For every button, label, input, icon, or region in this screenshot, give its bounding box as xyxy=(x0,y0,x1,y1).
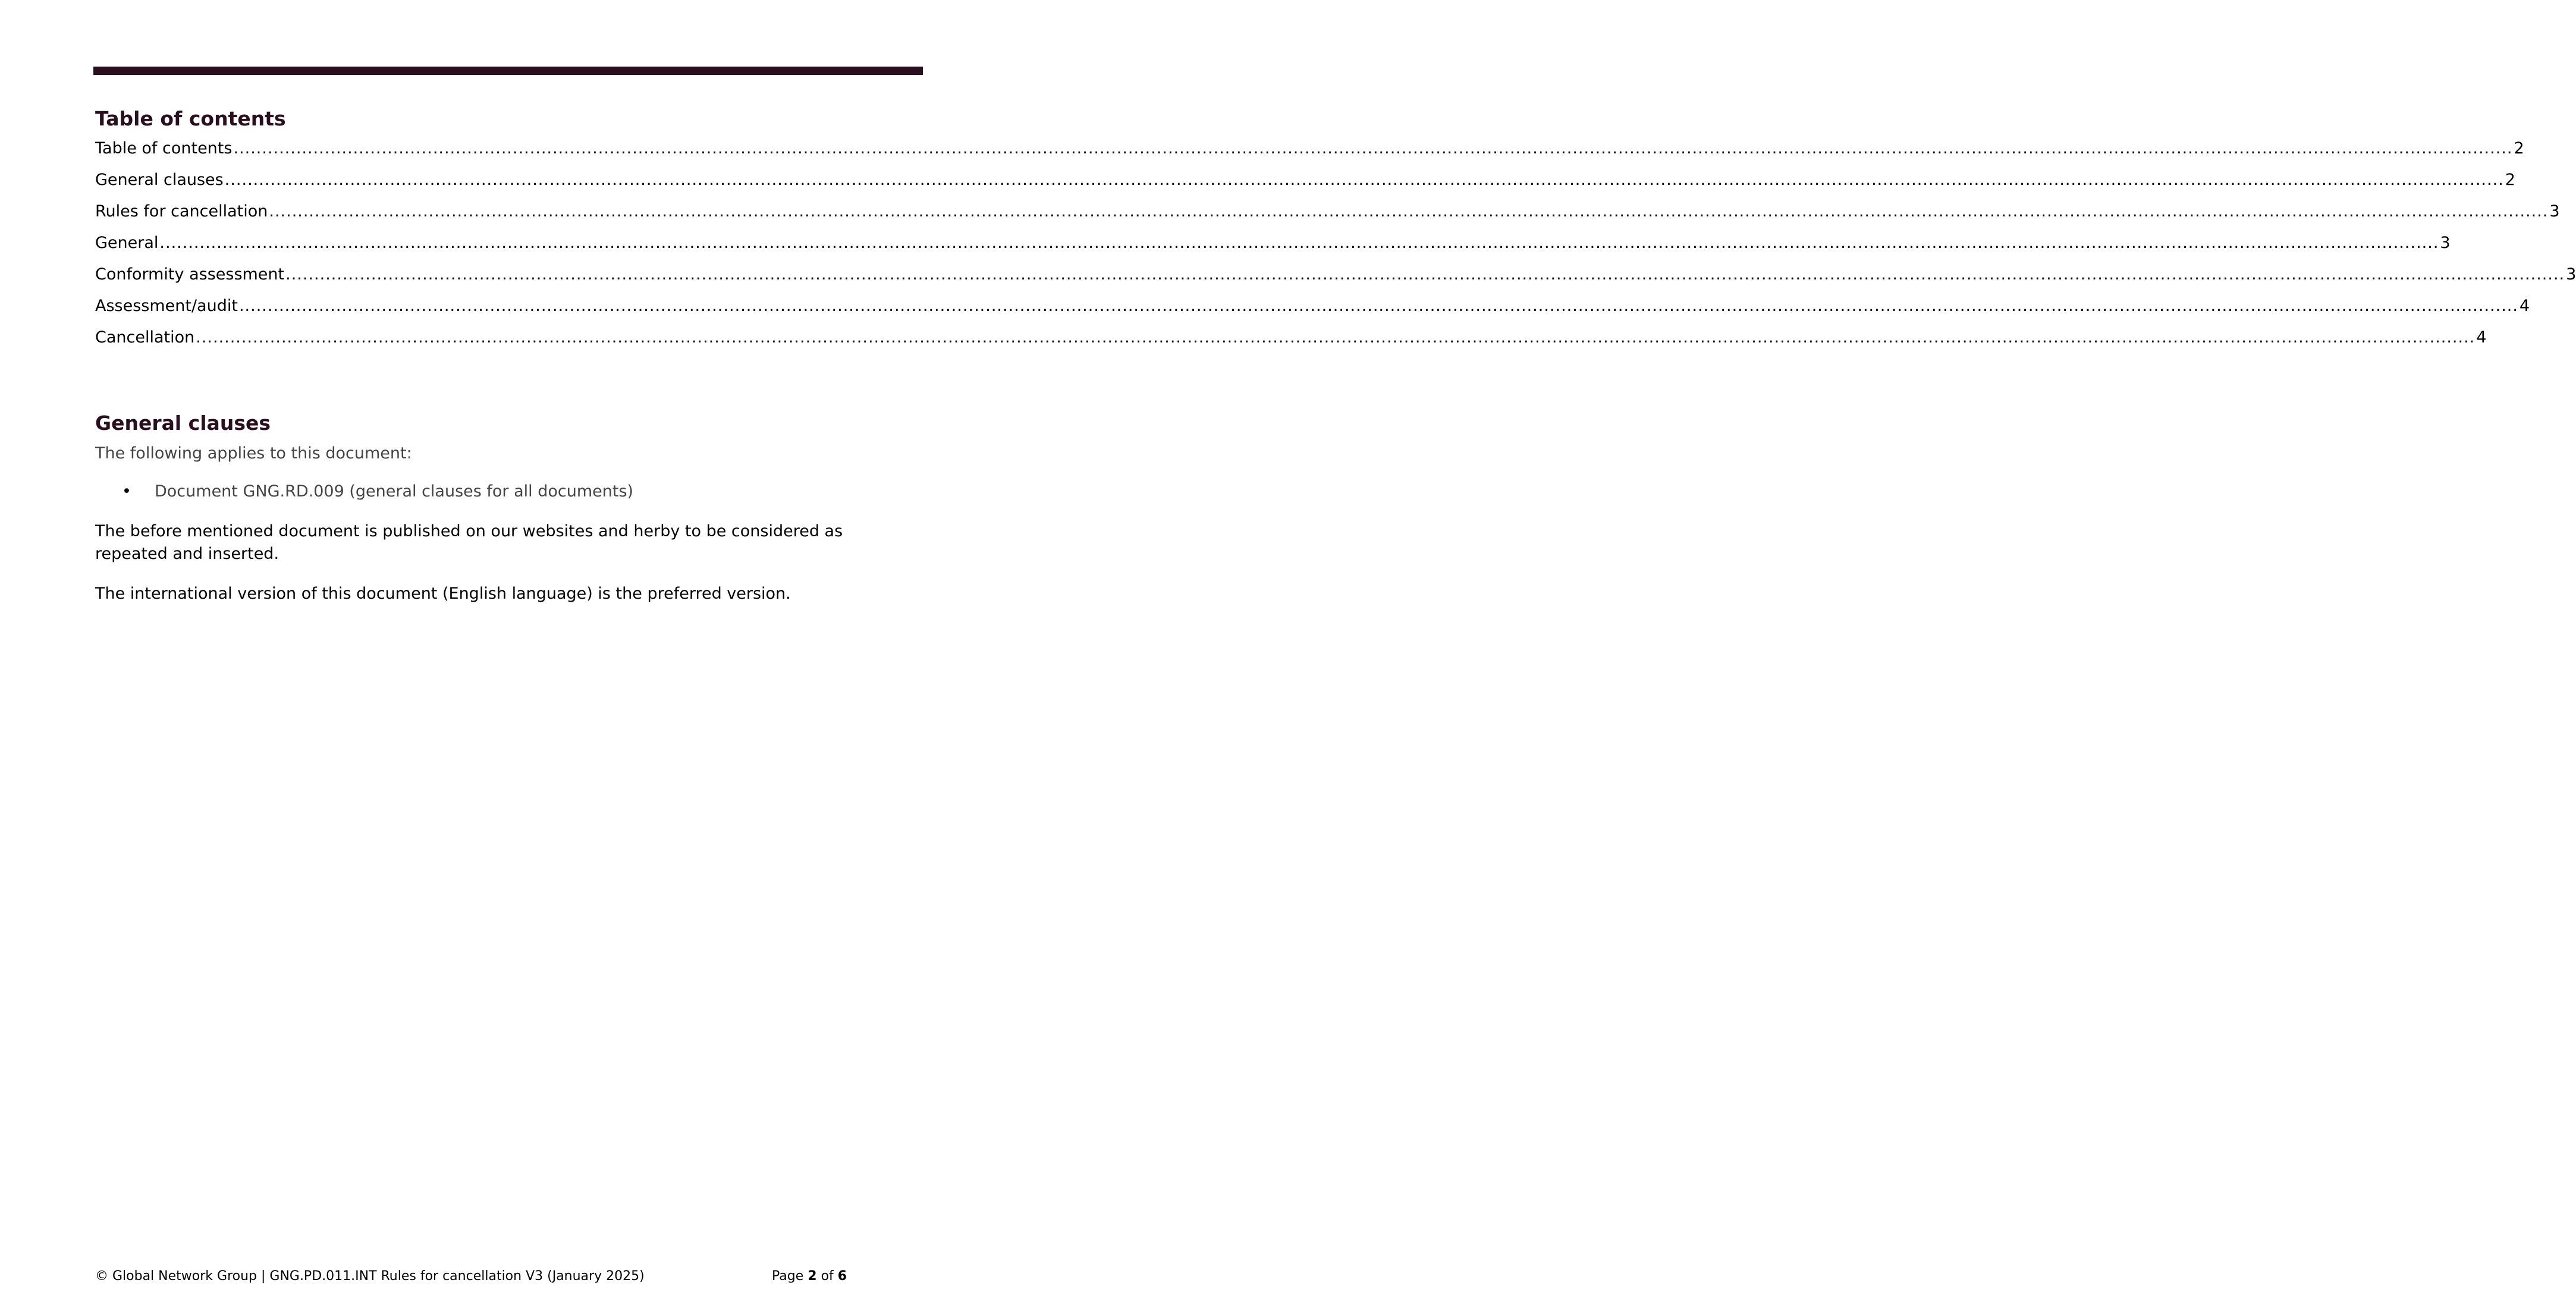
bullet-list xyxy=(95,480,919,503)
general-clauses-section xyxy=(95,410,919,605)
page-of-label: of xyxy=(821,1269,834,1284)
toc-entry-label: Table of contents xyxy=(95,139,233,158)
page-label: Page xyxy=(772,1269,804,1284)
toc-entry[interactable] xyxy=(95,200,2560,231)
list-item-text: Document GNG.RD.009 (general clauses for all documents) xyxy=(155,482,634,501)
general-clauses-heading: General clauses xyxy=(95,411,271,435)
toc-leader-dots: ................................................................................................................................................................................................................................................................................................................................................................................................................ xyxy=(238,297,2518,315)
toc-entry-label: General xyxy=(95,234,159,252)
paragraph-published: The before mentioned document is published on our websites and herby to be considered as repeated and inserted. xyxy=(95,522,843,563)
toc-entry-label: Assessment/audit xyxy=(95,297,238,315)
general-clauses-intro: The following applies to this document: xyxy=(95,444,412,463)
toc-entry-page: 3 xyxy=(2549,202,2560,221)
page-content xyxy=(95,106,2576,605)
footer-page-number xyxy=(772,1268,847,1285)
toc-entry[interactable] xyxy=(95,326,2487,357)
toc-entry-label: Cancellation xyxy=(95,328,195,347)
toc-entry[interactable] xyxy=(95,294,2530,326)
toc-entry[interactable] xyxy=(95,263,2576,294)
toc-entry-page: 4 xyxy=(2519,297,2530,315)
paragraph-international-version: The international version of this document (English language) is the preferred version. xyxy=(95,584,791,603)
bullet-icon: • xyxy=(122,482,131,501)
toc-leader-dots: ................................................................................................................................................................................................................................................................................................................................................................................................................ xyxy=(159,234,2439,252)
toc-heading: Table of contents xyxy=(95,107,286,130)
toc-entry[interactable] xyxy=(95,137,2524,168)
toc-leader-dots: ................................................................................................................................................................................................................................................................................................................................................................................................................ xyxy=(285,265,2565,284)
toc-entry-page: 3 xyxy=(2440,234,2451,252)
page-total: 6 xyxy=(837,1269,847,1284)
page-current: 2 xyxy=(808,1269,817,1284)
toc-entry-page: 3 xyxy=(2566,265,2576,284)
toc-entry-page: 2 xyxy=(2505,171,2515,189)
toc-leader-dots: ................................................................................................................................................................................................................................................................................................................................................................................................................ xyxy=(269,202,2549,221)
toc-leader-dots: ................................................................................................................................................................................................................................................................................................................................................................................................................ xyxy=(233,139,2513,158)
toc-section xyxy=(95,106,2576,357)
list-item xyxy=(95,480,919,503)
toc-entry-label: Conformity assessment xyxy=(95,265,285,284)
toc-entry-page: 2 xyxy=(2514,139,2524,158)
toc-entry-page: 4 xyxy=(2476,328,2487,347)
toc-list xyxy=(95,137,2576,357)
toc-leader-dots: ................................................................................................................................................................................................................................................................................................................................................................................................................ xyxy=(224,171,2504,189)
footer-copyright: © Global Network Group | GNG.PD.011.INT Rules for cancellation V3 (January 2025) xyxy=(95,1269,645,1284)
toc-leader-dots: ................................................................................................................................................................................................................................................................................................................................................................................................................ xyxy=(196,328,2476,347)
toc-entry[interactable] xyxy=(95,231,2451,263)
toc-entry-label: Rules for cancellation xyxy=(95,202,268,221)
toc-entry[interactable] xyxy=(95,168,2515,200)
toc-entry-label: General clauses xyxy=(95,171,224,189)
header-rule xyxy=(93,67,923,75)
